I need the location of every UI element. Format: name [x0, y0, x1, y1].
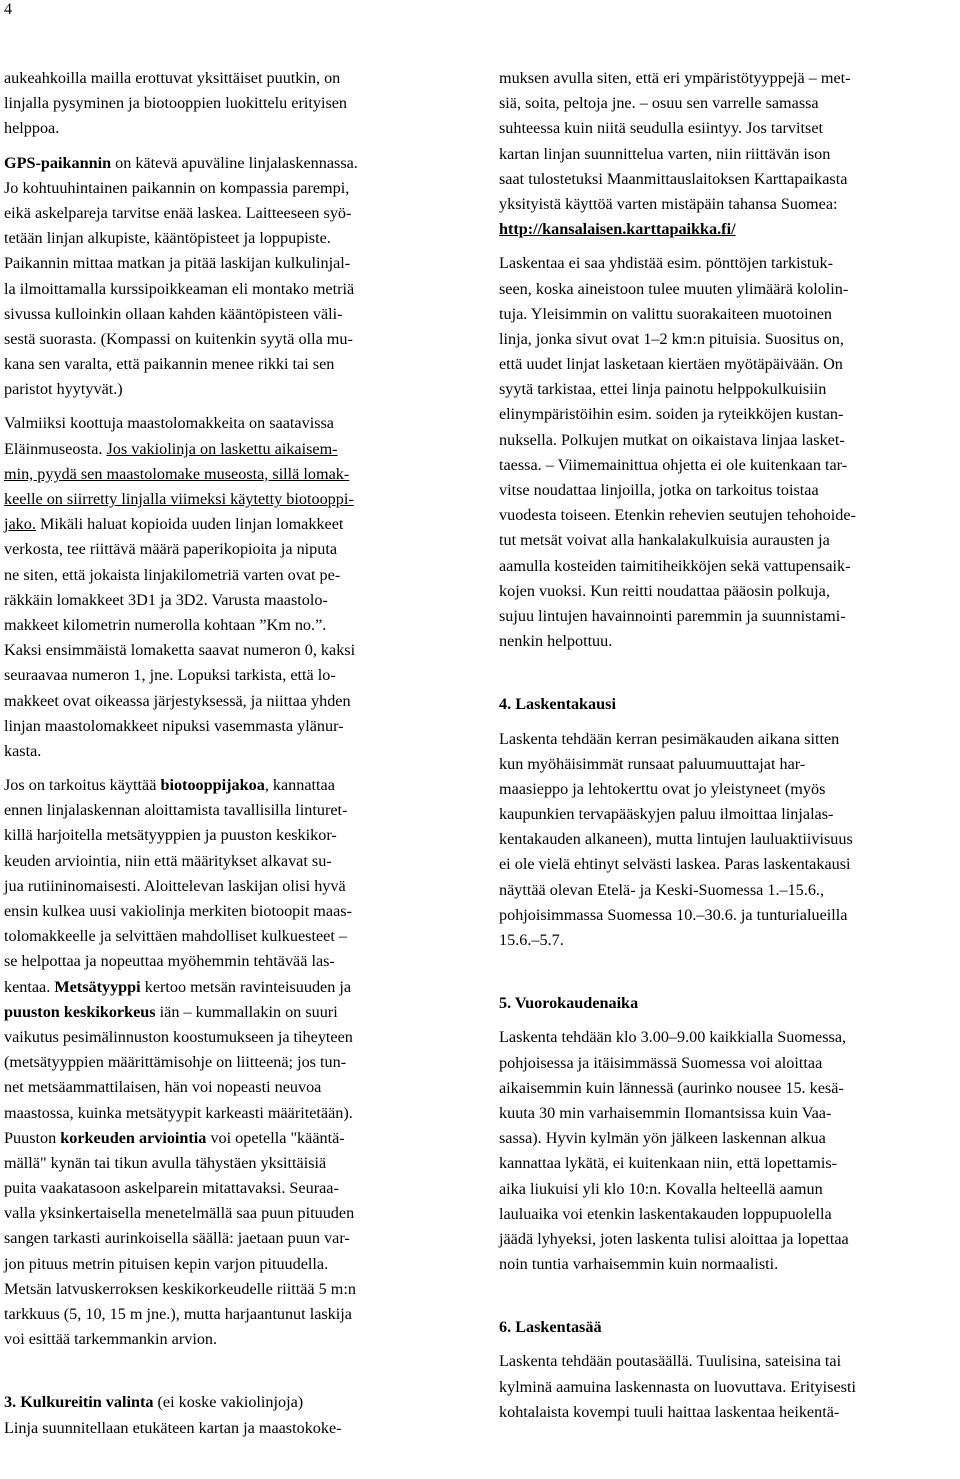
paragraph-gap	[499, 242, 957, 251]
paragraph-line: lauluaika voi etenkin laskentakauden loppupuolella	[499, 1204, 832, 1223]
paragraph-line: GPS-paikannin on kätevä apuväline linjalaskennassa.	[4, 153, 358, 172]
paragraph-line: Laskenta tehdään kerran pesimäkauden aikana sitten	[499, 729, 840, 748]
paragraph-gap	[499, 654, 957, 692]
paragraph-line: keelle on siirretty linjalla viimeksi käytetty biotooppi-	[4, 490, 354, 508]
paragraph-line: kannattaa lykätä, ei kuitenkaan niin, että lopettamis-	[499, 1154, 838, 1173]
paragraph-line: makkeet kilometrin numerolla kohtaan ”Km no.”.	[4, 615, 327, 634]
section-5-heading: 5. Vuorokaudenaika	[499, 994, 639, 1013]
paragraph-line: paristot hyytyvät.)	[4, 380, 123, 399]
paragraph-line: linjan maastolomakkeet nipuksi vasemmasta ylänur-	[4, 716, 344, 735]
paragraph-line: killä harjoitella metsätyyppien ja puuston keskikor-	[4, 826, 337, 845]
paragraph-line: näyttää olevan Etelä- ja Keski-Suomessa 1.–15.6.,	[499, 880, 825, 899]
right-column	[499, 66, 957, 1425]
karttapaikka-link[interactable]: http://kansalaisen.karttapaikka.fi/	[499, 220, 736, 239]
paragraph-line: tolomakkeelle ja selvittäen mahdolliset kulkuesteet –	[4, 927, 347, 946]
paragraph-line: Metsän latvuskerroksen keskikorkeudelle riittää 5 m:n	[4, 1279, 356, 1298]
paragraph-line: aikaisemmin kuin lännessä (aurinko nousee 15. kesä-	[499, 1078, 844, 1097]
paragraph-line: vaikutus pesimälinnuston koostumukseen ja tiheyteen	[4, 1027, 353, 1046]
paragraph-line: 15.6.–5.7.	[499, 931, 564, 949]
paragraph-line: Linja suunnitellaan etukäteen kartan ja maastokoke-	[4, 1418, 342, 1437]
paragraph-line: yksityistä käyttöä varten mistäpäin tahansa Suomea:	[499, 194, 838, 213]
paragraph-line: mällä" kynän tai tikun avulla tähystäen yksittäisiä	[4, 1153, 327, 1172]
paragraph-line: verkosta, tee riittävä määrä paperikopioita ja niputa	[4, 540, 338, 559]
paragraph-line: se helpottaa ja nopeuttaa myöhemmin tehtävää las-	[4, 952, 335, 971]
paragraph-line: siä, soita, peltoja jne. – osuu sen varrelle samassa	[499, 94, 819, 113]
paragraph-gap	[4, 764, 454, 773]
paragraph-line: Kaksi ensimmäistä lomaketta saavat numeron 0, kaksi	[4, 641, 356, 660]
paragraph-line: pohjoisessa ja itäisimmässä Suomessa voi aloittaa	[499, 1053, 823, 1072]
paragraph-line: maastossa, kuinka metsätyypit karkeasti määritetään).	[4, 1103, 353, 1122]
section-3-heading: 3. Kulkureitin valinta (ei koske vakiolinjoja)	[4, 1393, 304, 1412]
paragraph-line: sassa). Hyvin kylmän yön jälkeen laskennan alkua	[499, 1129, 826, 1148]
paragraph-line: puita vaakatasoon askelparein mitattavaksi. Seuraa-	[4, 1179, 339, 1198]
paragraph-gap	[499, 1016, 957, 1025]
paragraph-line: nuksella. Polkujen mutkat on oikaistava linjaa lasket-	[499, 430, 845, 449]
paragraph-line: sangen tarkasti aurinkoisella säällä: jaetaan puun var-	[4, 1229, 350, 1248]
paragraph-line: kohtalaista kovempi tuuli haittaa laskentaa heikentä-	[499, 1402, 840, 1421]
paragraph-line: aukeahkoilla mailla erottuvat yksittäiset puutkin, on	[4, 69, 341, 87]
paragraph-line: ensin kulkea uusi vakiolinja merkiten biotoopit maas-	[4, 902, 352, 920]
paragraph-line: jako. Mikäli haluat kopioida uuden linjan lomakkeet	[4, 515, 344, 534]
paragraph-line: että uudet linjat lasketaan kiertäen myötäpäivään. On	[499, 355, 843, 374]
paragraph-line: la ilmoittamalla kurssipoikkeaman eli montako metriä	[4, 279, 355, 298]
paragraph-line: sestä suorasta. (Kompassi on kuitenkin syytä olla mu-	[4, 329, 353, 348]
paragraph-line: saat tulostetuksi Maanmittauslaitoksen Karttapaikasta	[499, 169, 848, 188]
paragraph-line: kojen vuoksi. Kun reitti noudattaa pääosin polkuja,	[499, 581, 830, 600]
left-column	[4, 66, 454, 1441]
paragraph-line: sujuu lintujen havainnointi paremmin ja suunnistami-	[499, 606, 846, 625]
paragraph-line: puuston keskikorkeus iän – kummallakin on suuri	[4, 1002, 338, 1021]
paragraph-line: Puuston korkeuden arviointia voi opetella "kääntä-	[4, 1128, 345, 1147]
paragraph-line: Eläinmuseosta. Jos vakiolinja on laskettu aikaisem-	[4, 439, 338, 458]
paragraph-line: noin tuntia varhaisemmin kuin normaalisti.	[499, 1255, 779, 1274]
paragraph-line: kun myöhäisimmät runsaat paluumuuttajat har-	[499, 754, 806, 773]
paragraph-line: Paikannin mittaa matkan ja pitää laskijan kulkulinjal-	[4, 254, 351, 273]
paragraph-line: seen, koska aineistoon tulee muuten ylimäärä kololin-	[499, 279, 849, 298]
paragraph-line: elinympäristöihin esim. soiden ja ryteikköjen kustan-	[499, 405, 844, 424]
section-4-heading: 4. Laskentakausi	[499, 695, 616, 714]
paragraph-line: eikä askelpareja tarvitse enää laskea. Laitteeseen syö-	[4, 203, 352, 222]
paragraph-line: maasieppo ja lehtokerttu ovat jo yleistyneet (myös	[499, 779, 826, 798]
paragraph-line: Jo kohtuuhintainen paikannin on kompassia parempi,	[4, 178, 350, 197]
paragraph-line: kasta.	[4, 741, 42, 760]
paragraph-gap	[499, 1340, 957, 1349]
paragraph-line: aika liukuisi yli klo 10:n. Kovalla helteellä aamun	[499, 1179, 823, 1198]
paragraph-gap	[499, 953, 957, 991]
paragraph-line: ne siten, että jokaista linjakilometriä varten ovat pe-	[4, 565, 341, 584]
paragraph-line: keuden arviointia, niin että määritykset alkavat su-	[4, 851, 332, 870]
paragraph-line: jäädä lyhyeksi, joten laskenta tulisi aloittaa ja lopettaa	[499, 1229, 849, 1248]
paragraph-line: net metsäammattilaisen, hän voi nopeasti neuvoa	[4, 1078, 322, 1097]
paragraph-line: sivussa kulloinkin ollaan kahden kääntöpisteen väli-	[4, 304, 343, 323]
paragraph-line: ei ole vielä ehtinyt selvästi laskea. Paras laskentakausi	[499, 855, 851, 874]
paragraph-line: Laskenta tehdään poutasäällä. Tuulisina, sateisina tai	[499, 1352, 842, 1371]
paragraph-line: Laskenta tehdään klo 3.00–9.00 kaikkialla Suomessa,	[499, 1028, 847, 1047]
paragraph-line: kentaa. Metsätyyppi kertoo metsän ravinteisuuden ja	[4, 977, 352, 996]
paragraph-line: kuuta 30 min varhaisemmin Ilomantsissa kuin Vaa-	[499, 1103, 832, 1122]
paragraph-line: vuodesta toiseen. Etenkin rehevien seutujen tehohoide-	[499, 506, 856, 525]
paragraph-line: ennen linjalaskennan aloittamista tavallisilla linturet-	[4, 801, 348, 820]
paragraph-line: muksen avulla siten, että eri ympäristötyyppejä – met-	[499, 69, 851, 87]
paragraph-gap	[4, 1352, 454, 1390]
paragraph-line: makkeet ovat oikeassa järjestyksessä, ja niittaa yhden	[4, 691, 351, 710]
paragraph-line: tarkkuus (5, 10, 15 m jne.), mutta harjaantunut laskija	[4, 1305, 352, 1323]
paragraph-line: taessa. – Viimemainittua ohjetta ei ole kuitenkaan tar-	[499, 455, 848, 474]
paragraph-line: räkkäin lomakkeet 3D1 ja 3D2. Varusta maastolo-	[4, 590, 328, 609]
paragraph-line: linja, jonka sivut ovat 1–2 km:n pituisia. Suositus on,	[499, 329, 844, 348]
paragraph-line: syytä tarkistaa, ettei linja painotu helppokulkuisiin	[499, 380, 827, 399]
page-number: 4	[4, 1, 12, 18]
paragraph-line: tetään linjan alkupiste, kääntöpisteet ja loppupiste.	[4, 229, 331, 248]
paragraph-line: nenkin helpottuu.	[499, 632, 613, 651]
paragraph-line: valla yksinkertaisella menetelmällä saa puun pituuden	[4, 1204, 355, 1223]
paragraph-line: helppoa.	[4, 119, 60, 138]
paragraph-line: tuja. Yleisimmin on valittu suorakaiteen muotoinen	[499, 304, 832, 323]
paragraph-line: pohjoisimmassa Suomessa 10.–30.6. ja tunturialueilla	[499, 905, 848, 924]
paragraph-line: suhteessa kuin niitä seudulla esiintyy. Jos tarvitset	[499, 119, 824, 138]
paragraph-line: voi esittää tarkemmankin arvion.	[4, 1330, 218, 1349]
paragraph-line: jua rutiininomaisesti. Aloittelevan laskijan olisi hyvä	[4, 876, 346, 895]
paragraph-line: Valmiiksi koottuja maastolomakkeita on saatavissa	[4, 414, 334, 433]
paragraph-line: aamulla kosteiden taimitiheikköjen sekä vattupensaik-	[499, 556, 851, 575]
section-6-heading: 6. Laskentasää	[499, 1318, 602, 1337]
paragraph-gap	[499, 718, 957, 727]
paragraph-line: min, pyydä sen maastolomake museosta, sillä lomak-	[4, 464, 350, 483]
paragraph-gap	[4, 142, 454, 151]
paragraph-line: jon pituus metrin pituisen kepin varjon pituudella.	[4, 1254, 329, 1273]
paragraph-line: Jos on tarkoitus käyttää biotooppijakoa, kannattaa	[4, 776, 335, 795]
paragraph-line: (metsätyyppien määrittämisohje on liitteenä; jos tun-	[4, 1053, 347, 1072]
paragraph-line: linjalla pysyminen ja biotooppien luokittelu erityisen	[4, 94, 348, 113]
paragraph-line: seuraavaa numeron 1, jne. Lopuksi tarkista, että lo-	[4, 666, 336, 685]
paragraph-line: kentakauden alkaneen), mutta lintujen lauluaktiivisuus	[499, 830, 853, 849]
paragraph-line: kana sen varalta, että paikannin menee rikki tai sen	[4, 355, 335, 374]
paragraph-gap	[4, 402, 454, 411]
paragraph-gap	[499, 1277, 957, 1315]
paragraph-line: kylminä aamuina laskennasta on luovuttava. Erityisesti	[499, 1377, 856, 1396]
paragraph-line: Laskentaa ei saa yhdistää esim. pönttöjen tarkistuk-	[499, 254, 833, 273]
paragraph-line: tut metsät voivat alla hankalakulkuisia aurausten ja	[499, 531, 830, 550]
paragraph-line: kaupunkien tervapääskyjen paluu ilmoittaa linjalas-	[499, 805, 834, 824]
paragraph-line: vitse noudattaa linjoilla, jotka on tarkoitus toistaa	[499, 481, 819, 499]
paragraph-line: kartan linjan suunnittelua varten, niin riittävän ison	[499, 144, 831, 163]
